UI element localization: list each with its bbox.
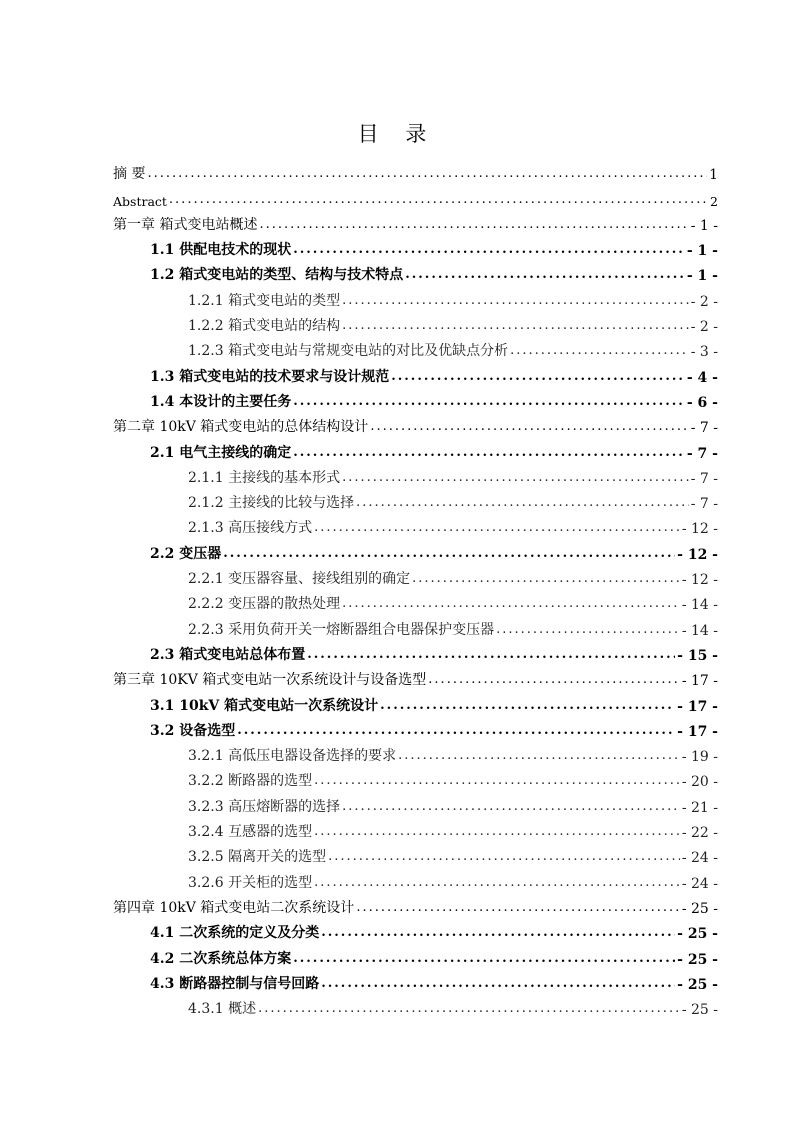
dot-leader: [496, 623, 680, 639]
dot-leader: [356, 496, 689, 512]
dot-leader: [293, 243, 685, 259]
dot-leader: [380, 699, 675, 715]
dot-leader: [307, 648, 675, 664]
toc-entry-label: 1.1 供配电技术的现状: [150, 242, 292, 259]
toc-entry-page: - 2 -: [690, 319, 718, 336]
toc-entry-page: - 19 -: [681, 749, 718, 766]
toc-entry-label: 2.3 箱式变电站总体布置: [150, 646, 306, 663]
toc-entry[interactable]: [113, 841, 718, 866]
toc-entry-page: - 25 -: [677, 926, 718, 943]
toc-entry-page: - 3 -: [690, 344, 718, 361]
toc-entry-label: 第四章 10kV 箱式变电站二次系统设计: [113, 899, 355, 916]
toc-entry-page: - 7 -: [686, 445, 718, 462]
toc-entry-page: - 12 -: [681, 572, 718, 589]
toc-entry-label: 2.1 电气主接线的确定: [150, 444, 292, 461]
toc-entry-page: - 21 -: [681, 799, 718, 816]
dot-leader: [314, 774, 680, 790]
toc-entry[interactable]: [113, 512, 718, 537]
toc-entry-label: 4.3 断路器控制与信号回路: [150, 975, 320, 992]
toc-entry-page: - 12 -: [677, 546, 718, 563]
dot-leader: [342, 294, 689, 310]
toc-entry[interactable]: [113, 386, 718, 411]
toc-entry-label: 摘 要: [113, 166, 146, 183]
toc-entry[interactable]: [113, 917, 718, 942]
toc-entry-page: - 1 -: [686, 268, 718, 285]
toc-entry-label: 2.2 变压器: [150, 545, 222, 562]
toc-entry-label: 2.2.2 变压器的散热处理: [188, 596, 341, 613]
toc-entry[interactable]: [113, 462, 718, 487]
toc-entry-page: - 25 -: [681, 1002, 718, 1019]
toc-entry[interactable]: [113, 765, 718, 790]
toc-entry-label: 1.4 本设计的主要任务: [150, 393, 292, 410]
dot-leader: [321, 926, 675, 942]
dot-leader: [356, 901, 680, 917]
toc-entry-page: - 22 -: [681, 825, 718, 842]
dot-leader: [293, 395, 685, 411]
toc-entry-page: - 17 -: [677, 698, 718, 715]
toc-entry[interactable]: [113, 993, 718, 1018]
toc-entry-label: 1.2.2 箱式变电站的结构: [188, 318, 341, 335]
dot-leader: [328, 850, 680, 866]
dot-leader: [405, 268, 685, 284]
dot-leader: [398, 749, 680, 765]
toc-entry[interactable]: [113, 740, 718, 765]
toc-entry[interactable]: [113, 942, 718, 967]
toc-entry[interactable]: [113, 537, 718, 562]
dot-leader: [510, 344, 689, 360]
toc-entry-page: - 25 -: [681, 900, 718, 917]
dot-leader: [342, 319, 689, 335]
toc-entry-page: 2: [710, 193, 718, 209]
toc-entry-label: 3.2.2 断路器的选型: [188, 773, 313, 790]
toc-entry-label: 1.2.1 箱式变电站的类型: [188, 292, 341, 309]
dot-leader: [428, 673, 680, 689]
toc-entry[interactable]: [113, 183, 718, 208]
toc-entry[interactable]: [113, 816, 718, 841]
toc-entry[interactable]: [113, 436, 718, 461]
toc-entry-label: 4.2 二次系统总体方案: [150, 950, 292, 967]
dot-leader: [412, 572, 680, 588]
toc-entry[interactable]: [113, 335, 718, 360]
toc-entry-label: 3.2.6 开关柜的选型: [188, 874, 313, 891]
toc-entry-label: 第三章 10KV 箱式变电站一次系统设计与设备选型: [113, 672, 427, 689]
toc-entry-label: 2.1.2 主接线的比较与选择: [188, 495, 355, 512]
toc-entry-label: 2.2.3 采用负荷开关一熔断器组合电器保护变压器: [188, 621, 495, 638]
dot-leader: [237, 724, 675, 740]
toc-entry[interactable]: [113, 639, 718, 664]
toc-entry-page: - 7 -: [690, 496, 718, 513]
dot-leader: [342, 471, 689, 487]
dot-leader: [370, 420, 688, 436]
toc-entry-page: - 1 -: [690, 217, 718, 234]
dot-leader: [293, 952, 675, 968]
toc-entry-page: - 2 -: [690, 293, 718, 310]
dot-leader: [314, 521, 680, 537]
toc-entry[interactable]: [113, 715, 718, 740]
page-title: 目 录: [357, 122, 437, 146]
toc-entry-label: 1.2.3 箱式变电站与常规变电站的对比及优缺点分析: [188, 343, 509, 360]
toc-entry-label: 1.3 箱式变电站的技术要求与设计规范: [150, 368, 390, 385]
toc-entry[interactable]: [113, 310, 718, 335]
toc-entry[interactable]: [113, 259, 718, 284]
toc-entry-page: - 25 -: [677, 951, 718, 968]
dot-leader: [169, 193, 708, 209]
toc-entry-label: 2.1.1 主接线的基本形式: [188, 469, 341, 486]
toc-entry[interactable]: [113, 613, 718, 638]
toc-entry[interactable]: [113, 158, 718, 183]
dot-leader: [223, 547, 675, 563]
table-of-contents: [113, 158, 718, 1018]
toc-entry[interactable]: [113, 790, 718, 815]
toc-entry[interactable]: [113, 284, 718, 309]
toc-entry[interactable]: [113, 689, 718, 714]
toc-entry[interactable]: [113, 209, 718, 234]
toc-entry-label: 2.2.1 变压器容量、接线组别的确定: [188, 571, 411, 588]
dot-leader: [147, 167, 707, 183]
toc-entry-label: 第一章 箱式变电站概述: [113, 216, 258, 233]
toc-entry-label: 4.1 二次系统的定义及分类: [150, 925, 320, 942]
toc-entry-page: - 17 -: [681, 673, 718, 690]
dot-leader: [342, 597, 680, 613]
toc-entry-label: 3.2.5 隔离开关的选型: [188, 849, 327, 866]
dot-leader: [293, 446, 685, 462]
toc-entry-page: - 15 -: [677, 647, 718, 664]
dot-leader: [321, 977, 675, 993]
toc-entry[interactable]: [113, 968, 718, 993]
dot-leader: [258, 1002, 680, 1018]
toc-entry[interactable]: [113, 664, 718, 689]
toc-entry[interactable]: [113, 563, 718, 588]
toc-entry-page: - 6 -: [686, 394, 718, 411]
toc-entry[interactable]: [113, 892, 718, 917]
toc-entry-label: 3.2 设备选型: [150, 722, 236, 739]
dot-leader: [342, 800, 680, 816]
toc-entry-page: - 1 -: [686, 243, 718, 260]
toc-entry-page: - 14 -: [681, 622, 718, 639]
toc-entry[interactable]: [113, 411, 718, 436]
toc-entry-page: 1: [709, 167, 718, 184]
toc-entry-page: - 7 -: [690, 470, 718, 487]
toc-entry[interactable]: [113, 234, 718, 259]
dot-leader: [391, 370, 685, 386]
toc-entry-label: 3.2.1 高低压电器设备选择的要求: [188, 748, 397, 765]
toc-entry-page: - 24 -: [681, 850, 718, 867]
toc-entry[interactable]: [113, 360, 718, 385]
toc-entry-page: - 7 -: [690, 420, 718, 437]
dot-leader: [314, 876, 680, 892]
toc-entry-label: 3.2.3 高压熔断器的选择: [188, 798, 341, 815]
toc-entry-page: - 25 -: [677, 976, 718, 993]
toc-entry-page: - 24 -: [681, 875, 718, 892]
toc-entry-label: 3.1 10kV 箱式变电站一次系统设计: [150, 697, 379, 714]
dot-leader: [259, 218, 688, 234]
toc-entry-page: - 12 -: [681, 521, 718, 538]
toc-entry-page: - 4 -: [686, 369, 718, 386]
toc-entry-page: - 17 -: [677, 723, 718, 740]
toc-entry-label: 第二章 10kV 箱式变电站的总体结构设计: [113, 419, 369, 436]
toc-entry-label: Abstract: [113, 193, 167, 209]
toc-entry[interactable]: [113, 487, 718, 512]
toc-entry-label: 1.2 箱式变电站的类型、结构与技术特点: [150, 267, 404, 284]
toc-entry[interactable]: [113, 588, 718, 613]
toc-entry-page: - 14 -: [681, 597, 718, 614]
toc-entry-label: 3.2.4 互感器的选型: [188, 824, 313, 841]
toc-entry-label: 4.3.1 概述: [188, 1001, 257, 1018]
dot-leader: [314, 825, 680, 841]
toc-entry[interactable]: [113, 866, 718, 891]
toc-entry-label: 2.1.3 高压接线方式: [188, 520, 313, 537]
toc-entry-page: - 20 -: [681, 774, 718, 791]
